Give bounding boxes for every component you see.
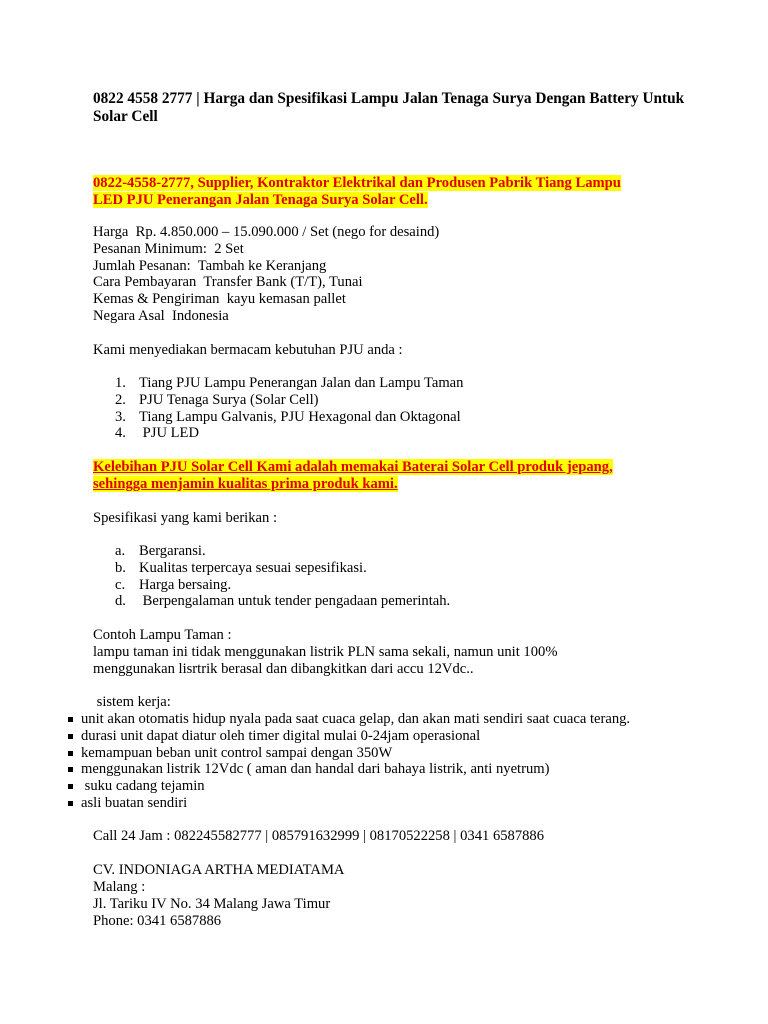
spec-payment: Cara Pembayaran Transfer Bank (T/T), Tunai bbox=[93, 274, 363, 291]
advantage-line-1: Kelebihan PJU Solar Cell Kami adalah memakai Baterai Solar Cell produk jepang, bbox=[93, 459, 613, 475]
headline-highlight bbox=[93, 175, 693, 209]
list-item: durasi unit dapat diatur oleh timer digital mulai 0-24jam operasional bbox=[68, 728, 630, 745]
list-item: menggunakan listrik 12Vdc ( aman dan handal dari bahaya listrik, anti nyetrum) bbox=[68, 761, 630, 778]
intro-text: Kami menyediakan bermacam kebutuhan PJU anda : bbox=[93, 342, 403, 358]
list-item: d. Berpengalaman untuk tender pengadaan pemerintah. bbox=[115, 593, 451, 610]
square-bullet-icon bbox=[68, 784, 73, 789]
list-item: kemampuan beban unit control sampai dengan 350W bbox=[68, 745, 630, 762]
example-line-1: lampu taman ini tidak menggunakan listrik PLN sama sekali, namun unit 100% bbox=[93, 644, 558, 660]
square-bullet-icon bbox=[68, 734, 73, 739]
advantage-highlight bbox=[93, 459, 693, 493]
list-item: c. Harga bersaing. bbox=[115, 576, 232, 593]
list-item: a. Bergaransi. bbox=[115, 543, 206, 559]
spec-list bbox=[93, 543, 450, 610]
example-line-2: menggunakan lisrtrik berasal dan dibangkitkan dari accu 12Vdc.. bbox=[93, 661, 474, 677]
spec-order-qty: Jumlah Pesanan: Tambah ke Keranjang bbox=[93, 257, 327, 274]
square-bullet-icon bbox=[68, 801, 73, 806]
spec-packaging: Kemas & Pengiriman kayu kemasan pallet bbox=[93, 291, 346, 308]
product-list bbox=[93, 375, 463, 442]
page-title: 0822 4558 2777 | Harga dan Spesifikasi Lampu Jalan Tenaga Surya Dengan Battery Untuk Solar Cell bbox=[93, 90, 685, 125]
company-name: CV. INDONIAGA ARTHA MEDIATAMA bbox=[93, 862, 345, 878]
spec-origin: Negara Asal Indonesia bbox=[93, 307, 229, 324]
list-item: 2. PJU Tenaga Surya (Solar Cell) bbox=[115, 391, 319, 408]
headline-line-2: LED PJU Penerangan Jalan Tenaga Surya Solar Cell. bbox=[93, 192, 428, 208]
list-item: 3. Tiang Lampu Galvanis, PJU Hexagonal dan Oktagonal bbox=[115, 408, 461, 425]
list-item: asli buatan sendiri bbox=[68, 795, 630, 812]
call-line: Call 24 Jam : 082245582777 | 085791632999 | 08170522258 | 0341 6587886 bbox=[93, 828, 545, 844]
list-item: unit akan otomatis hidup nyala pada saat cuaca gelap, dan akan mati sendiri saat cuaca terang. bbox=[68, 711, 630, 728]
list-item: b. Kualitas terpercaya sesuai sepesifikasi. bbox=[115, 559, 367, 576]
square-bullet-icon bbox=[68, 751, 73, 756]
square-bullet-icon bbox=[68, 717, 73, 722]
example-heading: Contoh Lampu Taman : bbox=[93, 627, 232, 643]
advantage-line-2: sehingga menjamin kualitas prima produk kami. bbox=[93, 476, 398, 492]
spec-price: Harga Rp. 4.850.000 – 15.090.000 / Set (nego for desaind) bbox=[93, 224, 440, 240]
headline-line-1: 0822-4558-2777, Supplier, Kontraktor Elektrikal dan Produsen Pabrik Tiang Lampu bbox=[93, 175, 621, 191]
list-item: suku cadang tejamin bbox=[68, 778, 630, 795]
spec-intro: Spesifikasi yang kami berikan : bbox=[93, 510, 278, 526]
company-address: Jl. Tariku IV No. 34 Malang Jawa Timur bbox=[93, 896, 331, 912]
system-heading: sistem kerja: bbox=[93, 694, 171, 710]
spec-min-order: Pesanan Minimum: 2 Set bbox=[93, 240, 244, 257]
company-phone: Phone: 0341 6587886 bbox=[93, 913, 222, 929]
company-city: Malang : bbox=[93, 879, 146, 895]
system-bullets bbox=[68, 711, 630, 812]
list-item: 4. PJU LED bbox=[115, 425, 199, 442]
square-bullet-icon bbox=[68, 767, 73, 772]
list-item: 1. Tiang PJU Lampu Penerangan Jalan dan Lampu Taman bbox=[115, 375, 464, 391]
product-specs bbox=[93, 224, 439, 325]
